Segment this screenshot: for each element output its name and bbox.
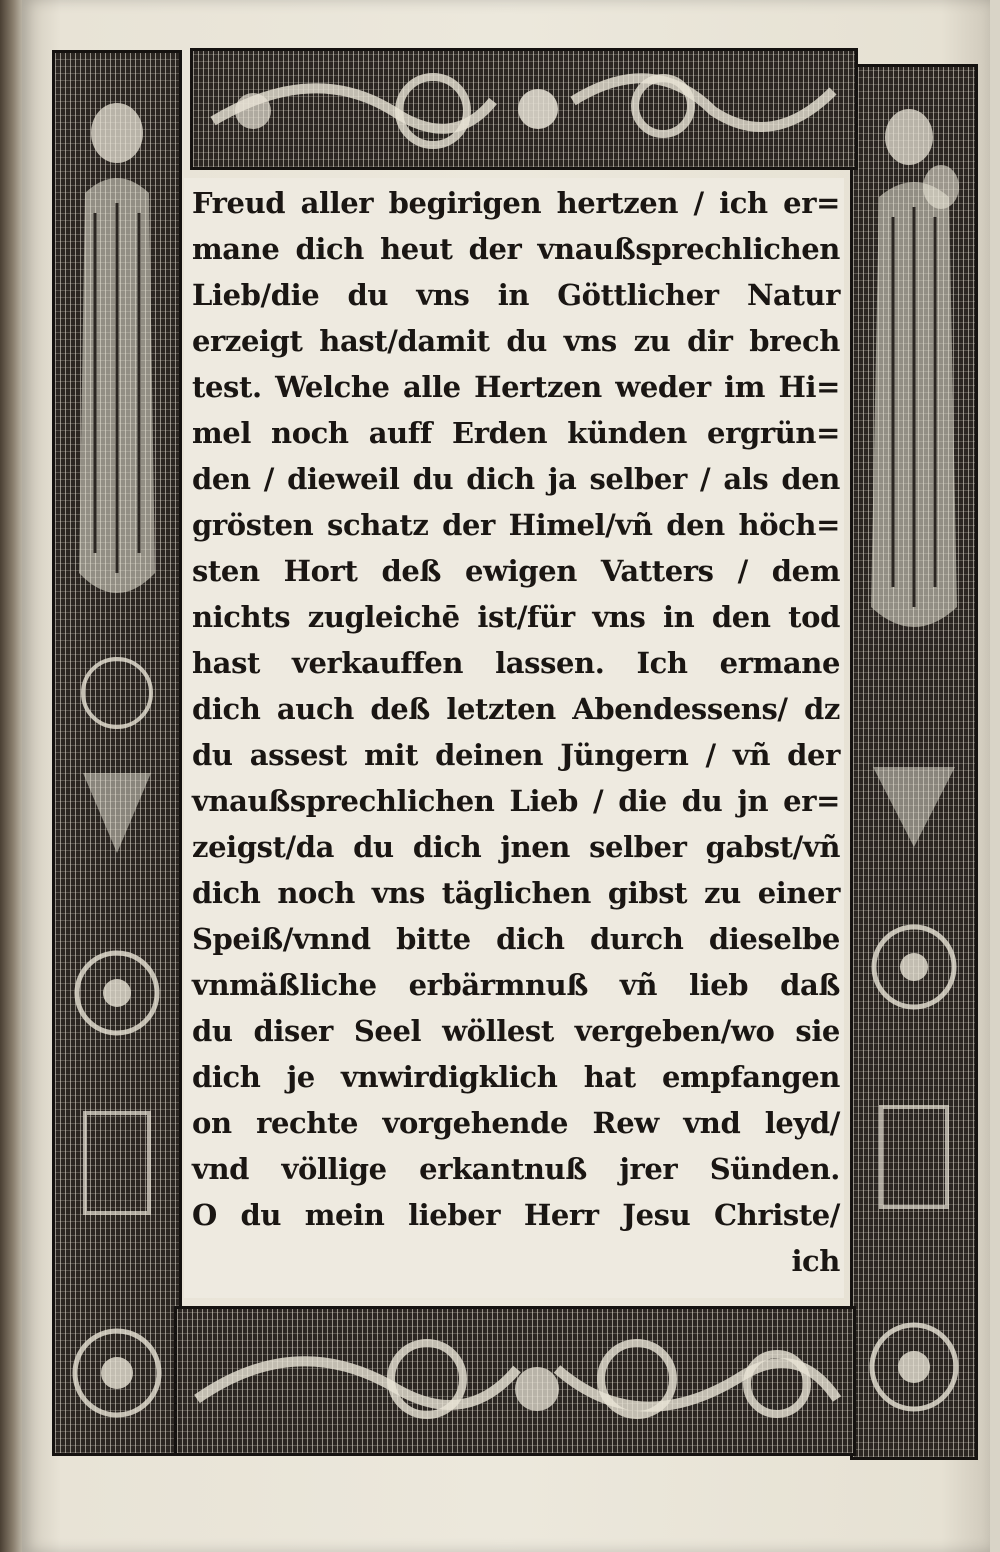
text-line: on rechte vorgehende Rew vnd leyd/	[192, 1106, 840, 1140]
text-line: zeigst/da du dich jnen selber gabst/vñ	[192, 830, 840, 864]
text-line: grösten schatz der Himel/vñ den höch=	[192, 508, 840, 542]
text-line: O du mein lieber Herr Jesu Christe/	[192, 1198, 840, 1232]
text-line: mane dich heut der vnaußsprechlichen	[192, 232, 840, 266]
catchword: ich	[791, 1244, 840, 1278]
text-line: Lieb/die du vns in Göttlicher Natur	[192, 278, 840, 312]
text-line: dich auch deß letzten Abendessens/ dz	[192, 692, 840, 726]
text-line: dich je vnwirdigklich hat empfangen	[192, 1060, 840, 1094]
text-line: vnd völlige erkantnuß jrer Sünden.	[192, 1152, 840, 1186]
text-line: mel noch auff Erden künden ergrün=	[192, 416, 840, 450]
text-line: den / dieweil du dich ja selber / als den	[192, 462, 840, 496]
madonna-figure-woodcut-icon	[853, 67, 975, 1457]
book-spine-edge	[0, 0, 22, 1552]
woodcut-border-bottom	[174, 1306, 856, 1456]
text-line: test. Welche alle Hertzen weder im Hi=	[192, 370, 840, 404]
text-line: dich noch vns täglichen gibst zu einer	[192, 876, 840, 910]
prayer-text-block	[184, 178, 844, 1298]
text-line: nichts zugleichē ist/für vns in den tod	[192, 600, 840, 634]
saint-figure-woodcut-icon	[55, 53, 179, 1453]
text-line: vnmäßliche erbärmnuß vñ lieb daß	[192, 968, 840, 1002]
text-line: hast verkauffen lassen. Ich ermane	[192, 646, 840, 680]
scroll-flower-ornament-icon	[193, 51, 855, 167]
text-line: du assest mit deinen Jüngern / vñ der	[192, 738, 840, 772]
text-line: du diser Seel wöllest vergeben/wo sie	[192, 1014, 840, 1048]
text-line: sten Hort deß ewigen Vatters / dem	[192, 554, 840, 588]
woodcut-border-top	[190, 48, 858, 170]
text-line: vnaußsprechlichen Lieb / die du jn er=	[192, 784, 840, 818]
woodcut-border-left	[52, 50, 182, 1456]
scroll-flower-ornament-icon	[177, 1309, 853, 1453]
woodcut-border-right	[850, 64, 978, 1460]
text-line: erzeigt hast/damit du vns zu dir brech	[192, 324, 840, 358]
text-line: Speiß/vnnd bitte dich durch dieselbe	[192, 922, 840, 956]
text-line: Freud aller begirigen hertzen / ich er=	[192, 186, 840, 220]
